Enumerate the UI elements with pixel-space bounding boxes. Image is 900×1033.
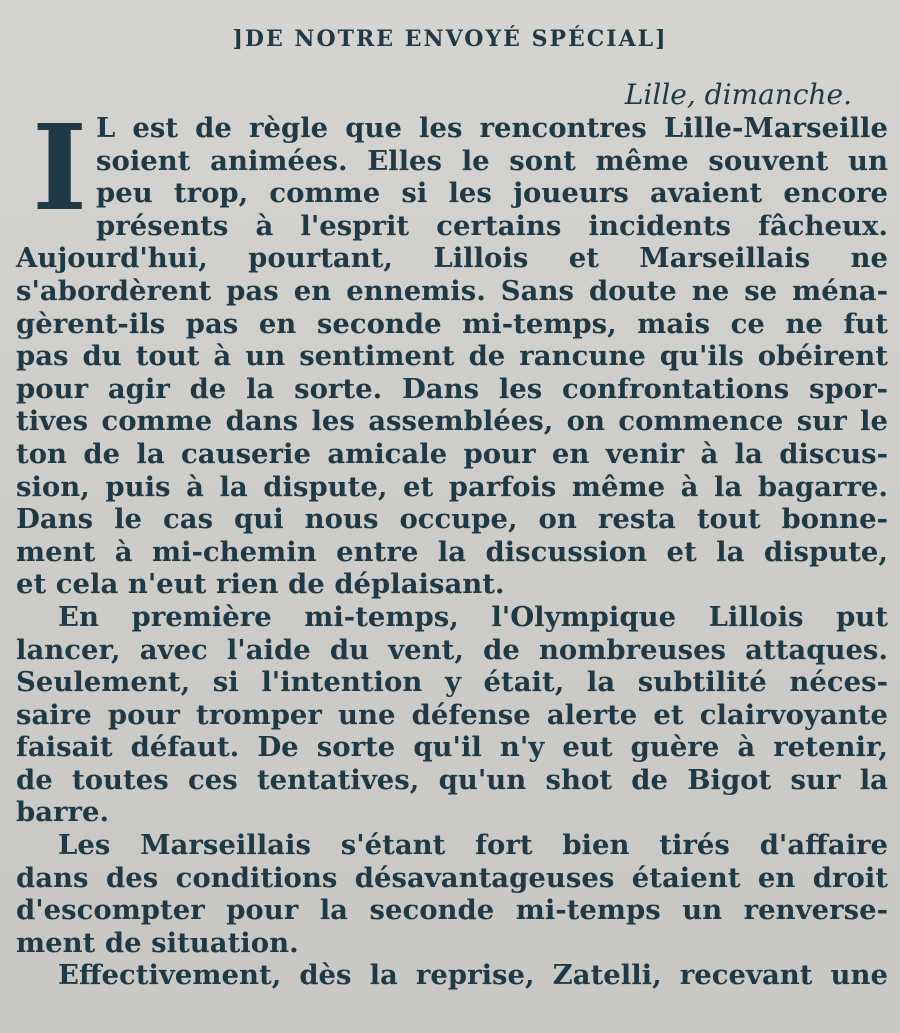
text-line: Seulement, si l'intention y était, la subtilité néces- [16, 666, 888, 699]
text-line: saire pour tromper une défense alerte et clairvoyante [16, 698, 888, 731]
text-line: L est de règle que les rencontres Lille-Marseille [96, 112, 888, 144]
text-line: ton de la causerie amicale pour en venir à la discus- [16, 437, 888, 470]
text-line: ment de situation. [16, 926, 299, 959]
text-line: Dans le cas qui nous occupe, on resta tout bonne- [16, 503, 888, 536]
text-line: Les Marseillais s'étant fort bien tirés d'affaire [58, 829, 888, 862]
byline: ]DE NOTRE ENVOYÉ SPÉCIAL] [232, 26, 668, 52]
text-line: En première mi-temps, l'Olympique Lillois put [58, 600, 888, 633]
text-line: tives comme dans les assemblées, on commence sur le [16, 405, 888, 438]
article-body [16, 98, 888, 992]
text-line: soient animées. Elles le sont même souvent un [96, 144, 888, 177]
text-line: dans des conditions désavantageuses étaient en droit [16, 861, 888, 894]
text-line: lancer, avec l'aide du vent, de nombreuses attaques. [16, 633, 888, 666]
paragraph-4 [16, 959, 888, 992]
text-line: présents à l'esprit certains incidents fâcheux. [96, 209, 888, 242]
text-line: ment à mi-chemin entre la discussion et la dispute, [16, 535, 888, 568]
text-line: pas du tout à un sentiment de rancune qu'ils obéirent [16, 340, 888, 373]
text-line: pour agir de la sorte. Dans les confrontations spor- [16, 372, 888, 405]
paragraph-3 [16, 829, 888, 959]
text-line: barre. [16, 796, 110, 829]
text-line: faisait défaut. De sorte qu'il n'y eut guère à retenir, [16, 731, 888, 764]
text-line: s'abordèrent pas en ennemis. Sans doute ne se ména- [16, 274, 888, 307]
text-line: Aujourd'hui, pourtant, Lillois et Marseillais ne [16, 242, 888, 275]
text-line: de toutes ces tentatives, qu'un shot de Bigot sur la [16, 763, 888, 796]
text-line: gèrent-ils pas en seconde mi-temps, mais ce ne fut [16, 307, 888, 340]
text-line: d'escompter pour la seconde mi-temps un renverse- [16, 894, 888, 927]
text-line: peu trop, comme si les joueurs avaient encore [96, 177, 888, 210]
paragraph-1 [16, 98, 888, 601]
drop-cap: I [32, 98, 88, 237]
text-line: et cela n'eut rien de déplaisant. [16, 568, 505, 601]
paragraph-2 [16, 601, 888, 829]
text-line: sion, puis à la dispute, et parfois même à la bagarre. [16, 470, 888, 503]
dateline: Lille, dimanche. [624, 78, 852, 111]
text-line: Effectivement, dès la reprise, Zatelli, recevant une [58, 959, 888, 992]
